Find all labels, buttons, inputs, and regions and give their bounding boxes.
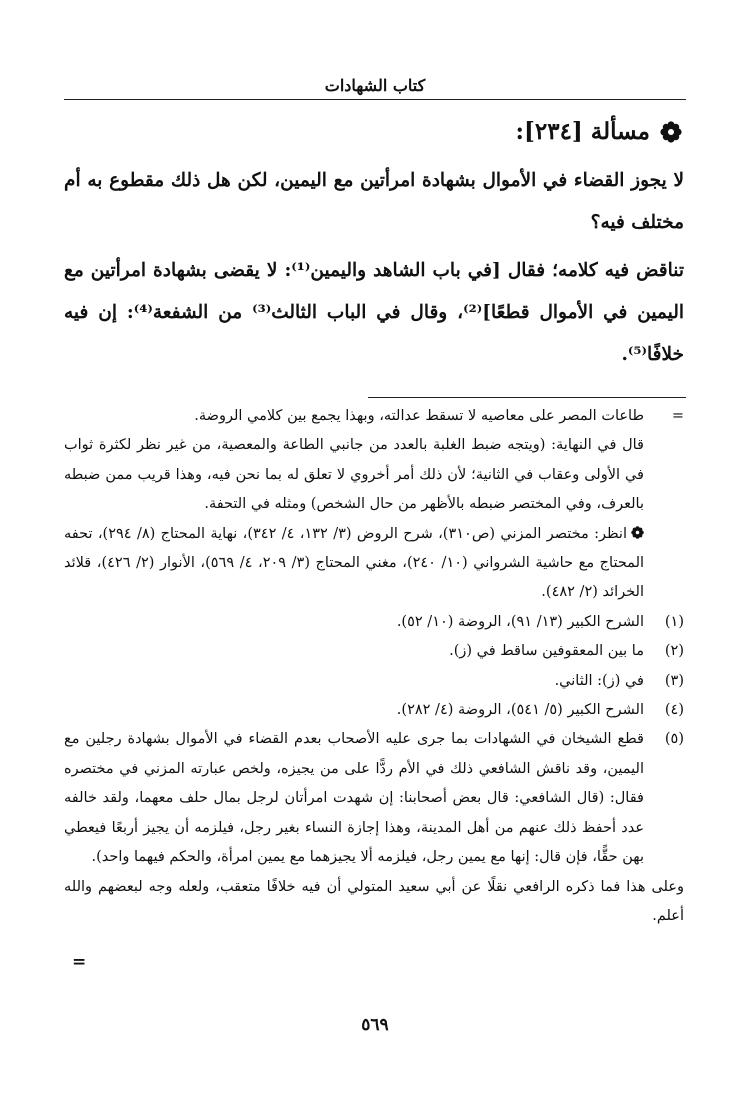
footnote-marker: (٣): [664, 672, 684, 689]
main-paragraph-question: [64, 160, 684, 244]
continuation-mark: =: [72, 952, 87, 972]
footnote-marker: (٥): [664, 731, 684, 748]
footnote-text: الشرح الكبير (١٣/ ٩١)، الروضة (١٠/ ٥٢).: [396, 613, 644, 630]
footnote-2: [64, 637, 684, 666]
footnote-3: [64, 667, 684, 696]
issue-heading: [515, 118, 682, 145]
flower-ornament-icon: [631, 526, 644, 539]
footnote-text: ما بين المعقوفين ساقط في (ز).: [449, 643, 644, 660]
footnote-nihaya-quote: قال في النهاية: (ويتجه ضبط الغلبة بالعدد من جانبي الطاعة والمعصية، من غير نظر لكثرة ثواب في الأولى وعقاب في الثانية؛ لأن ذلك أمر أخروي لا تعلق له بما نحن فيه، وهذا قريب ممن ضبطه بالعرف، وفي المختصر ضبطه بالأظهر من حال الشخص) ومثله في التحفة.: [64, 437, 644, 513]
footnote-separator: [368, 397, 686, 398]
footnote-5: [64, 725, 684, 872]
issue-title: مسألة [٢٣٤]:: [515, 118, 650, 145]
footnote-4: [64, 696, 684, 725]
footnotes-section: [64, 402, 684, 931]
footnote-continued: [64, 402, 684, 431]
main-paragraph-answer: [64, 250, 684, 376]
footnote-text: في (ز): الثاني.: [554, 672, 644, 689]
footnote-marker: (١): [664, 613, 684, 630]
running-header: كتاب الشهادات: [324, 76, 426, 95]
flower-ornament-icon: [660, 121, 682, 143]
header-rule: [64, 99, 686, 100]
footnote-closing: وعلى هذا فما ذكره الرافعي نقلًا عن أبي سعيد المتولي أن فيه خلافًا متعقب، ولعله وجه لبعضهم والله أعلم.: [64, 878, 684, 924]
footnote-1: [64, 608, 684, 637]
page-number: ٥٦٩: [361, 1015, 389, 1035]
footnote-marker: (٤): [664, 702, 684, 719]
references-text: انظر: مختصر المزني (ص٣١٠)، شرح الروض (٣/ ١٣٢، ٤/ ٣٤٢)، نهاية المحتاج (٨/ ٢٩٤)، تحفه المحتاج مع حاشية الشرواني (١٠/ ٢٤٠)، مغني المحتاج (٣/ ٢٠٩، ٤/ ٥٦٩)، الأنوار (٢/ ٤٢٦)، قلائد الخرائد (٢/ ٤٨٢).: [64, 525, 645, 601]
footnote-text: الشرح الكبير (٥/ ٥٤١)، الروضة (٤/ ٢٨٢).: [396, 702, 644, 719]
question-text: لا يجوز القضاء في الأموال بشهادة امرأتين مع اليمين، لكن هل ذلك مقطوع به أم مختلف فيه؟: [64, 170, 684, 233]
continued-text: طاعات المصر على معاصيه لا تسقط عدالته، وبهذا يجمع بين كلامي الروضة.: [194, 408, 644, 424]
footnote-marker: (٢): [664, 643, 684, 660]
footnote-references: [64, 520, 684, 608]
answer-text: تناقض فيه كلامه؛ فقال [في باب الشاهد واليمين⁽¹⁾: لا يقضى بشهادة امرأتين مع اليمين في الأموال قطعًا]⁽²⁾، وقال في الباب الثالث⁽³⁾ من الشفعة⁽⁴⁾: إن فيه خلافًا⁽⁵⁾.: [64, 260, 684, 365]
footnote-text: قطع الشيخان في الشهادات بما جرى عليه الأصحاب بعدم القضاء في الأموال بشهادة رجلين مع اليمين، وقد ناقش الشافعي ذلك في الأم ردًّا على من يجيزه، ولخص عبارته المزني في مختصره فقال: (قال الشافعي: قال بعض أصحابنا: إن شهدت امرأتان لرجل بمال حلف معهما، ولقد خالفه عدد أحفظ ذلك عنهم من أهل المدينة، وهذا إجازة النساء بغير رجل، فيلزمه أن يجيز أربعًا فيعطي بهن حقًّا، فإن قال: إنها مع يمين رجل، فيلزمه ألا يجيزهما مع يمين امرأة، والحكم فيهما واحد).: [64, 731, 644, 866]
continued-marker: =: [671, 408, 684, 424]
